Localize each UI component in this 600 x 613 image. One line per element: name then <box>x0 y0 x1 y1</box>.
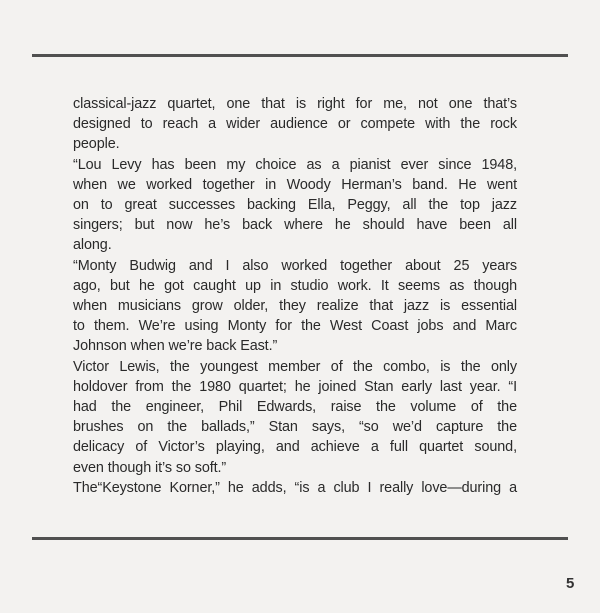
text-line: along. <box>73 237 112 254</box>
paragraph <box>73 94 517 155</box>
text-line: had the engineer, Phil Edwards, raise the volume of the <box>73 399 517 416</box>
text-line: “Lou Levy has been my choice as a pianist ever since 1948, <box>73 156 517 173</box>
text-line: classical-jazz quartet, one that is right for me, not one that’s <box>73 96 517 112</box>
text-line: “Monty Budwig and I also worked together about 25 years <box>73 257 517 274</box>
text-line: Victor Lewis, the youngest member of the combo, is the only <box>73 358 517 375</box>
paragraph <box>73 478 517 498</box>
text-line: ago, but he got caught up in studio work. It seems as though <box>73 277 517 294</box>
text-line: to them. We’re using Monty for the West Coast jobs and Marc <box>73 318 517 335</box>
paragraph <box>73 155 517 256</box>
text-line: delicacy of Victor’s playing, and achieve a full quartet sound, <box>73 439 517 456</box>
text-line: holdover from the 1980 quartet; he joined Stan early last year. “I <box>73 378 517 395</box>
paragraph <box>73 256 517 357</box>
page-number: 5 <box>566 575 575 592</box>
text-line: singers; but now he’s back where he should have been all <box>73 217 517 234</box>
text-line: brushes on the ballads,” Stan says, “so we’d capture the <box>73 419 517 436</box>
text-line: on to great successes backing Ella, Peggy, all the top jazz <box>73 197 517 214</box>
text-line: Johnson when we’re back East.” <box>73 338 278 355</box>
text-line: when we worked together in Woody Herman’s band. He went <box>73 176 517 193</box>
paragraph <box>73 357 517 478</box>
top-rule <box>32 54 568 57</box>
text-line: designed to reach a wider audience or compete with the rock <box>73 116 517 133</box>
text-line: people. <box>73 136 120 153</box>
text-line: even though it’s so soft.” <box>73 459 227 476</box>
body-text <box>73 94 517 498</box>
text-line: when musicians grow older, they realize that jazz is essential <box>73 298 517 315</box>
bottom-rule <box>32 537 568 540</box>
text-line: The“Keystone Korner,” he adds, “is a club I really love—during a <box>73 479 517 496</box>
